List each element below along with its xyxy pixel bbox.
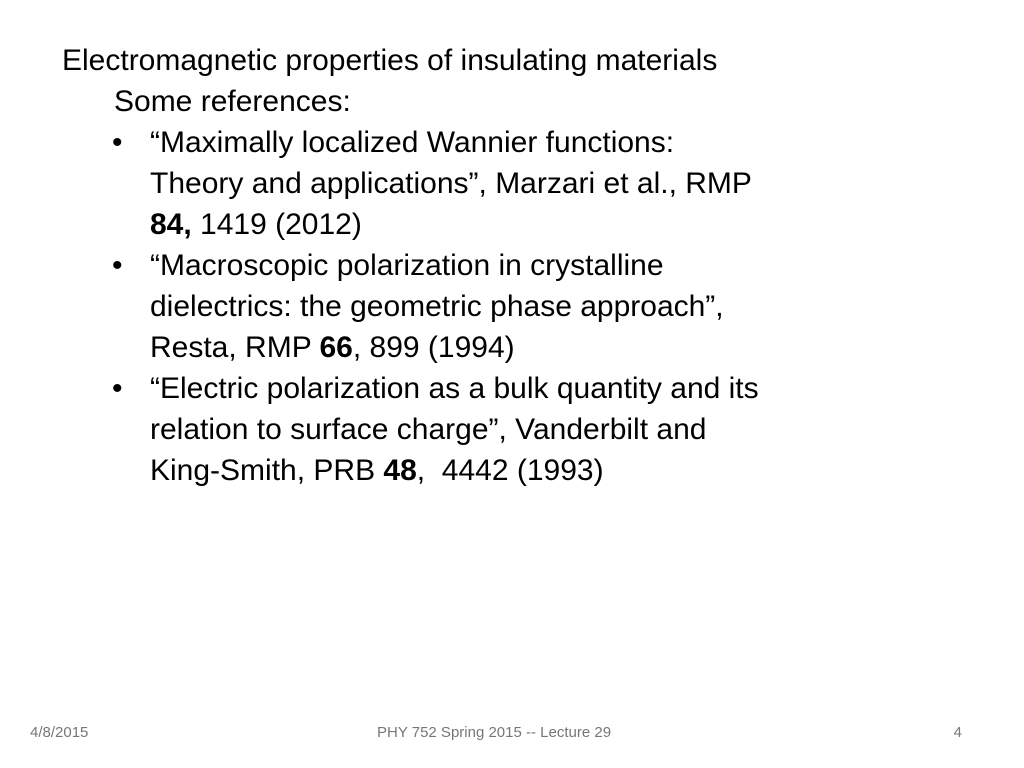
reference-text-line: Theory and applications”, Marzari et al., RMP [150,167,752,200]
reference-text-line: “Electric polarization as a bulk quantity and its [150,372,759,405]
reference-volume: 84, [150,208,192,241]
reference-pages-year: 1419 (2012) [191,208,362,241]
reference-list [62,122,962,491]
reference-volume: 48 [383,454,417,487]
reference-pages-year: , 4442 (1993) [416,454,604,487]
reference-item [112,122,962,245]
reference-citation-line [150,327,962,368]
footer-page-number: 4 [953,724,962,741]
reference-citation-line [150,204,962,245]
slide-content [62,40,962,491]
reference-pages-year: , 899 (1994) [352,331,515,364]
reference-item [112,245,962,368]
slide-title: Electromagnetic properties of insulating materials [62,44,718,77]
reference-authors: King-Smith, PRB [150,454,384,487]
reference-text-line: “Maximally localized Wannier functions: [150,126,675,159]
reference-volume: 66 [319,331,353,364]
footer-course-title: PHY 752 Spring 2015 -- Lecture 29 [377,724,612,741]
reference-citation-line [150,450,962,491]
reference-text-line: dielectrics: the geometric phase approach”, [150,290,724,323]
bullet-icon: • [112,372,123,405]
bullet-icon: • [112,126,123,159]
bullet-icon: • [112,249,123,282]
slide-subtitle: Some references: [114,85,351,118]
reference-text-line: “Macroscopic polarization in crystalline [150,249,664,282]
footer-date: 4/8/2015 [30,724,89,741]
reference-text-line: relation to surface charge”, Vanderbilt and [150,413,707,446]
reference-authors: Resta, RMP [150,331,320,364]
reference-item [112,368,962,491]
